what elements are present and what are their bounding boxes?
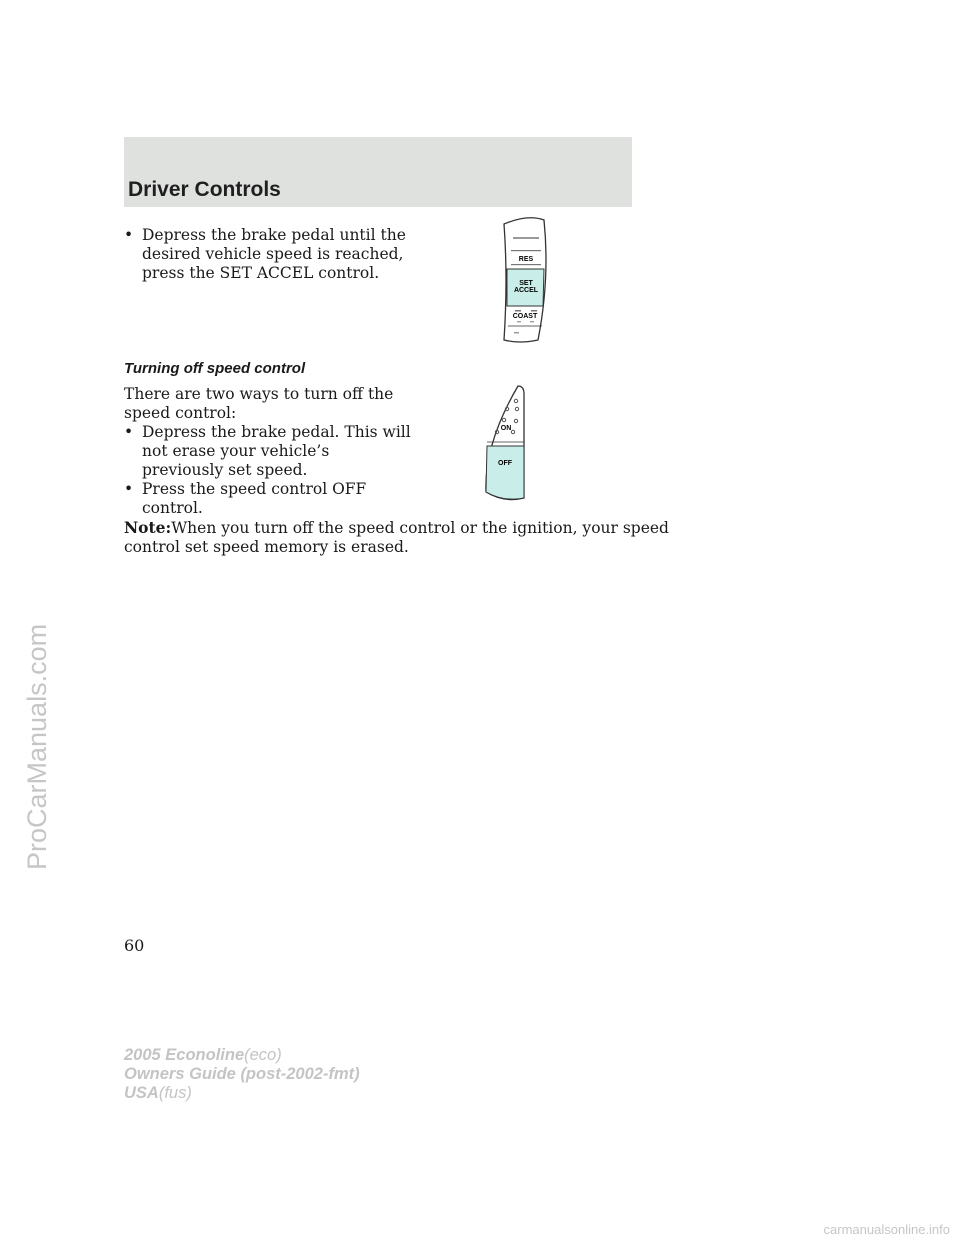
speed-control-onoff-figure xyxy=(482,384,530,504)
text-line: speed control: xyxy=(124,404,237,422)
on-label: ON xyxy=(500,425,512,432)
footer-line-guide: Owners Guide (post-2002-fmt) xyxy=(124,1065,360,1083)
watermark-bottom: carmanualsonline.info xyxy=(823,1222,950,1237)
text-line: desired vehicle speed is reached, xyxy=(142,245,404,263)
text-line: Press the speed control OFF xyxy=(142,480,367,498)
text-line: There are two ways to turn off the xyxy=(124,385,394,403)
off-label: OFF xyxy=(498,460,512,467)
footer-line-market: USA(fus) xyxy=(124,1084,192,1102)
note-paragraph xyxy=(124,518,669,557)
text-line: Depress the brake pedal. This will xyxy=(142,423,411,441)
text-line: previously set speed. xyxy=(142,461,308,479)
page-number: 60 xyxy=(124,936,145,955)
turn-off-bullet-off xyxy=(142,480,366,518)
coast-label: COAST xyxy=(512,313,538,320)
subheading-turning-off: Turning off speed control xyxy=(124,360,306,377)
res-label: RES xyxy=(518,256,534,263)
accel-label: ACCEL xyxy=(513,287,539,294)
note-text: When you turn off the speed control or the ignition, your speed xyxy=(171,519,669,537)
bullet-marker: • xyxy=(124,226,134,244)
watermark-side: ProCarManuals.com xyxy=(22,623,52,870)
set-label: SET xyxy=(519,280,533,287)
bullet-marker: • xyxy=(124,423,134,441)
turn-off-bullet-brake xyxy=(142,423,411,480)
section-title: Driver Controls xyxy=(128,178,281,201)
note-label: Note: xyxy=(124,518,172,537)
note-line-2: control set speed memory is erased. xyxy=(124,538,409,556)
text-line: control. xyxy=(142,499,203,517)
bullet-marker: • xyxy=(124,480,134,498)
intro-bullet-text xyxy=(142,226,406,283)
speed-control-set-figure xyxy=(498,214,552,344)
turning-off-intro xyxy=(124,385,393,423)
text-line: press the SET ACCEL control. xyxy=(142,264,380,282)
note-line-1 xyxy=(124,518,669,538)
off-highlight xyxy=(486,446,524,499)
text-line: Depress the brake pedal until the xyxy=(142,226,406,244)
footer xyxy=(124,1046,360,1103)
text-line: not erase your vehicle’s xyxy=(142,442,330,460)
footer-line-model: 2005 Econoline(eco) xyxy=(124,1046,282,1064)
